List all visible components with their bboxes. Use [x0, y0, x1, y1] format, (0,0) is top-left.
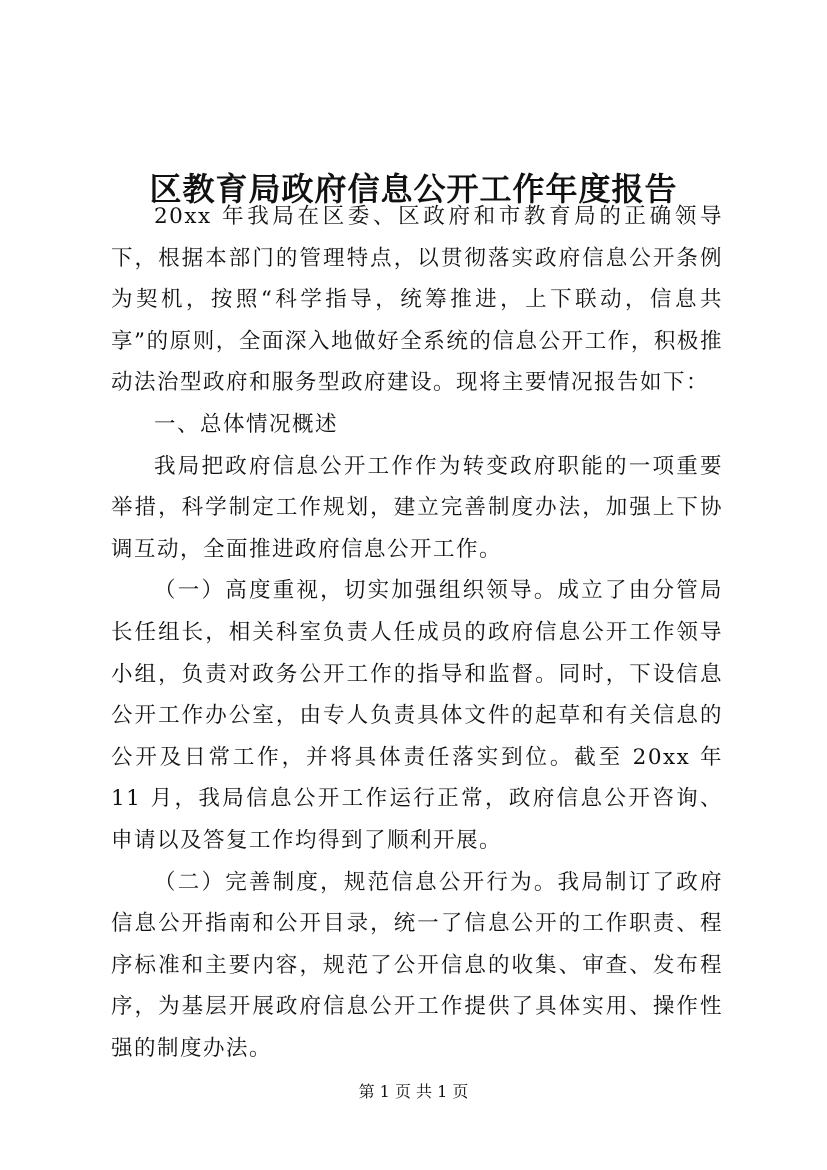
subsection-system-paragraph: （二）完善制度，规范信息公开行为。我局制订了政府信息公开指南和公开目录，统一了信息公开的工作职责、程序标准和主要内容，规范了公开信息的收集、审查、发布程序，为基层开展政府信息公开工作提供了具体实用、操作性强的制度办法。: [111, 869, 723, 1061]
intro-paragraph: 20xx 年我局在区委、区政府和市教育局的正确领导下，根据本部门的管理特点，以贯彻落实政府信息公开条例为契机，按照“科学指导，统筹推进，上下联动，信息共享”的原则，全面深入地做好全系统的信息公开工作，积极推动法治型政府和服务型政府建设。现将主要情况报告如下：: [111, 204, 723, 396]
section-heading-overview: 一、总体情况概述: [154, 411, 339, 437]
document-body: [111, 196, 723, 1069]
page-footer: 第 1 页 共 1 页: [358, 1082, 469, 1101]
subsection-organization-paragraph: （一）高度重视，切实加强组织领导。成立了由分管局长任组长，相关科室负责人任成员的政府信息公开工作领导小组，负责对政务公开工作的指导和监督。同时，下设信息公开工作办公室，由专人负责具体文件的起草和有关信息的公开及日常工作，并将具体责任落实到位。截至 20xx 年 11 月，我局信息公开工作运行正常，政府信息公开咨询、申请以及答复工作均得到了顺利开展。: [111, 578, 723, 853]
overview-paragraph: 我局把政府信息公开工作作为转变政府职能的一项重要举措，科学制定工作规划，建立完善制度办法，加强上下协调互动，全面推进政府信息公开工作。: [111, 453, 723, 562]
document-title: 区教育局政府信息公开工作年度报告: [149, 170, 678, 209]
